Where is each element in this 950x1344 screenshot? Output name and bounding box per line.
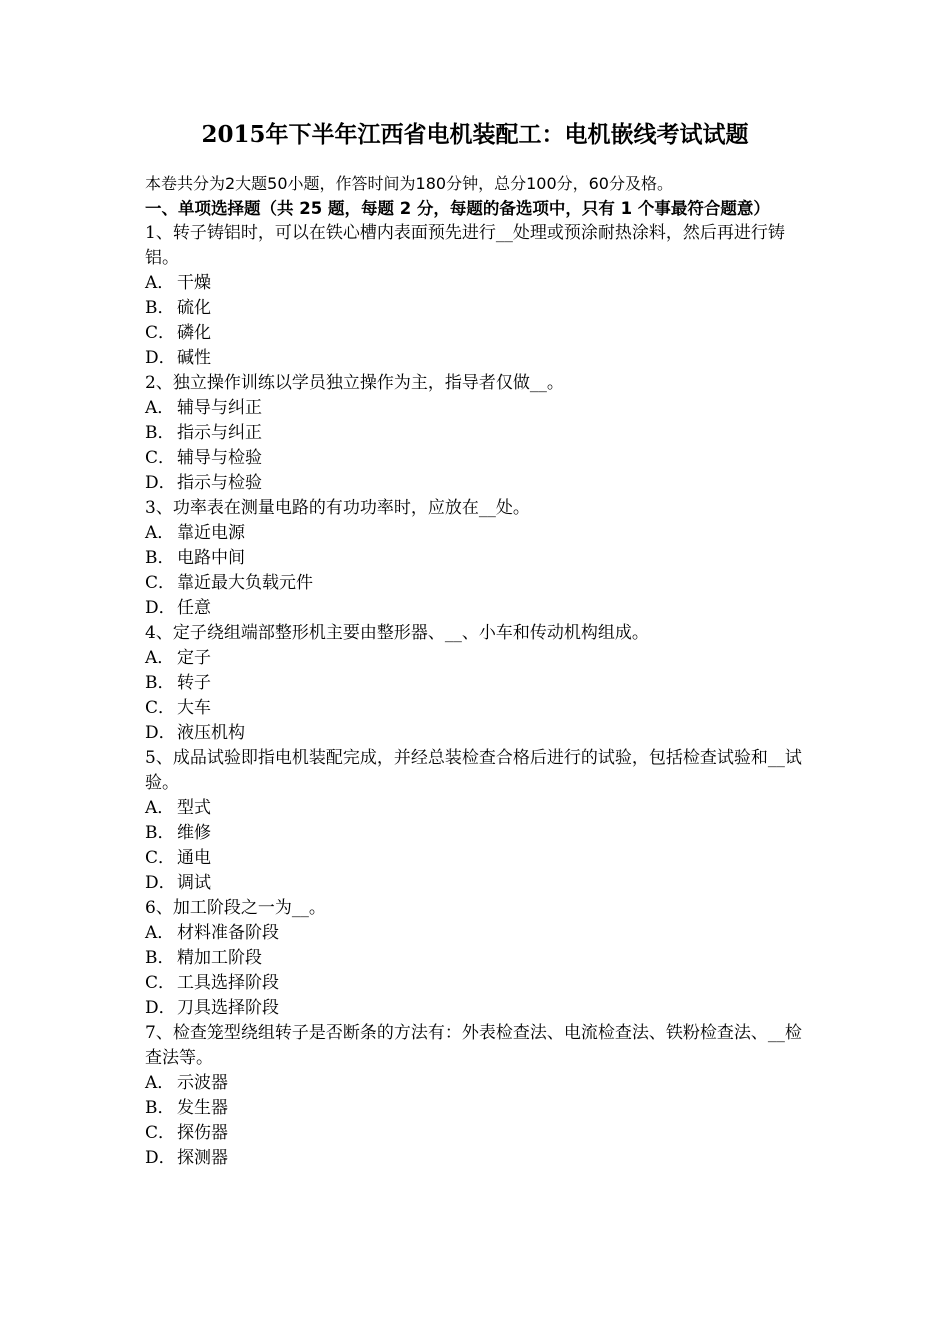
option-text: 任意 (177, 598, 211, 618)
answer-option (145, 321, 815, 346)
option-text: 型式 (177, 798, 211, 818)
option-letter: D． (145, 598, 176, 618)
option-letter: C． (145, 323, 176, 343)
option-letter: B． (145, 423, 175, 443)
answer-option (145, 646, 815, 671)
question-text: 4、定子绕组端部整形机主要由整形器、__、小车和传动机构组成。 (145, 623, 649, 643)
question-text: 5、成品试验即指电机装配完成，并经总装检查合格后进行的试验，包括检查试验和__试验。 (145, 748, 802, 793)
answer-option (145, 446, 815, 471)
option-letter: A． (145, 1073, 175, 1093)
option-letter: C． (145, 698, 176, 718)
option-letter: B． (145, 673, 175, 693)
option-letter: D． (145, 473, 176, 493)
question-text: 1、转子铸铝时，可以在铁心槽内表面预先进行__处理或预涂耐热涂料，然后再进行铸铝。 (145, 223, 785, 268)
option-text: 工具选择阶段 (177, 973, 279, 993)
option-text: 定子 (177, 648, 211, 668)
option-letter: A． (145, 523, 175, 543)
option-letter: D． (145, 873, 176, 893)
question-text: 6、加工阶段之一为__。 (145, 898, 326, 918)
option-text: 指示与检验 (177, 473, 262, 493)
exam-intro: 本卷共分为2大题50小题，作答时间为180分钟，总分100分，60分及格。 (145, 174, 673, 193)
document-body (145, 171, 815, 1171)
option-text: 电路中间 (177, 548, 245, 568)
option-text: 靠近电源 (177, 523, 245, 543)
option-letter: C． (145, 1123, 176, 1143)
answer-option (145, 671, 815, 696)
answer-option (145, 846, 815, 871)
answer-option (145, 1121, 815, 1146)
option-letter: B． (145, 1098, 175, 1118)
option-text: 发生器 (177, 1098, 228, 1118)
answer-option (145, 296, 815, 321)
answer-option (145, 871, 815, 896)
option-text: 探伤器 (177, 1123, 228, 1143)
option-text: 探测器 (177, 1148, 228, 1168)
option-letter: C． (145, 573, 176, 593)
option-letter: D． (145, 1148, 176, 1168)
option-letter: C． (145, 973, 176, 993)
answer-option (145, 696, 815, 721)
question-text: 7、检查笼型绕组转子是否断条的方法有：外表检查法、电流检查法、铁粉检查法、__检查法等。 (145, 1023, 802, 1068)
option-letter: B． (145, 298, 175, 318)
answer-option (145, 596, 815, 621)
answer-option (145, 821, 815, 846)
answer-option (145, 396, 815, 421)
answer-option (145, 1096, 815, 1121)
answer-option (145, 271, 815, 296)
option-text: 辅导与检验 (177, 448, 262, 468)
option-text: 磷化 (177, 323, 211, 343)
option-text: 维修 (177, 823, 211, 843)
option-text: 靠近最大负载元件 (177, 573, 313, 593)
option-text: 转子 (177, 673, 211, 693)
document-title: 2015年下半年江西省电机装配工：电机嵌线考试试题 (201, 121, 749, 148)
answer-option (145, 796, 815, 821)
option-text: 液压机构 (177, 723, 245, 743)
option-text: 刀具选择阶段 (177, 998, 279, 1018)
option-text: 辅导与纠正 (177, 398, 262, 418)
option-letter: A． (145, 398, 175, 418)
option-letter: C． (145, 848, 176, 868)
option-letter: B． (145, 948, 175, 968)
option-text: 材料准备阶段 (177, 923, 279, 943)
option-text: 指示与纠正 (177, 423, 262, 443)
answer-option (145, 521, 815, 546)
answer-option (145, 546, 815, 571)
option-letter: C． (145, 448, 176, 468)
answer-option (145, 971, 815, 996)
question-list (145, 221, 815, 1171)
answer-option (145, 421, 815, 446)
option-letter: A． (145, 273, 175, 293)
option-letter: D． (145, 723, 176, 743)
option-text: 通电 (177, 848, 211, 868)
option-text: 碱性 (177, 348, 211, 368)
option-letter: D． (145, 348, 176, 368)
section-heading: 一、单项选择题（共 25 题，每题 2 分，每题的备选项中，只有 1 个事最符合题意） (145, 199, 770, 218)
answer-option (145, 721, 815, 746)
question-text: 3、功率表在测量电路的有功功率时，应放在__处。 (145, 498, 530, 518)
answer-option (145, 571, 815, 596)
question-text: 2、独立操作训练以学员独立操作为主，指导者仅做__。 (145, 373, 564, 393)
option-text: 精加工阶段 (177, 948, 262, 968)
option-letter: A． (145, 798, 175, 818)
option-text: 示波器 (177, 1073, 228, 1093)
option-letter: A． (145, 648, 175, 668)
option-letter: A． (145, 923, 175, 943)
answer-option (145, 921, 815, 946)
answer-option (145, 1071, 815, 1096)
answer-option (145, 996, 815, 1021)
option-text: 大车 (177, 698, 211, 718)
option-text: 调试 (177, 873, 211, 893)
answer-option (145, 471, 815, 496)
answer-option (145, 1146, 815, 1171)
answer-option (145, 946, 815, 971)
answer-option (145, 346, 815, 371)
option-text: 干燥 (177, 273, 211, 293)
option-letter: B． (145, 548, 175, 568)
option-text: 硫化 (177, 298, 211, 318)
option-letter: B． (145, 823, 175, 843)
option-letter: D． (145, 998, 176, 1018)
